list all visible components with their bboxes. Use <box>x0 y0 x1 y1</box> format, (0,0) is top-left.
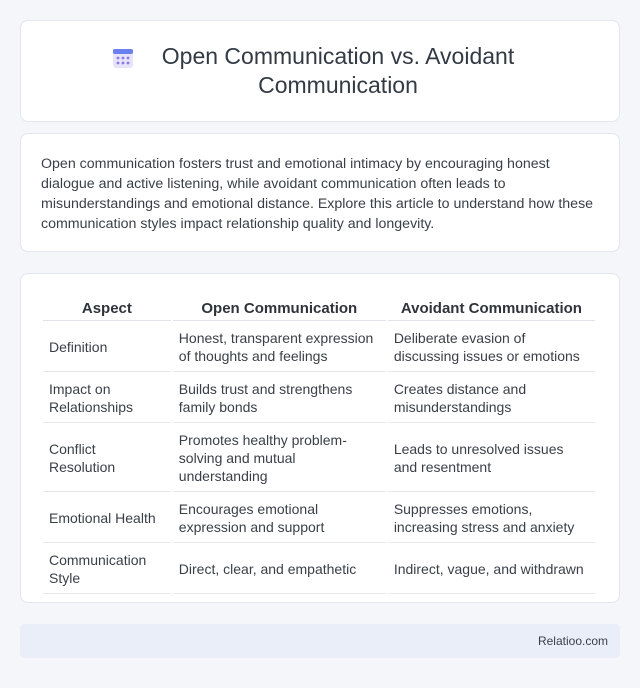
cell-aspect: Definition <box>43 323 171 372</box>
cell-open: Encourages emotional expression and support <box>173 494 386 543</box>
cell-aspect: Impact on Relationships <box>43 374 171 423</box>
cell-avoidant: Creates distance and misunderstandings <box>388 374 595 423</box>
cell-avoidant: Indirect, vague, and withdrawn <box>388 545 595 594</box>
table-row <box>43 494 595 543</box>
intro-card <box>20 133 620 252</box>
cell-avoidant: Leads to unresolved issues and resentment <box>388 425 595 492</box>
table-header-row <box>43 296 595 321</box>
header-open: Open Communication <box>173 296 386 321</box>
cell-aspect: Emotional Health <box>43 494 171 543</box>
title-wrap <box>112 42 528 100</box>
comparison-card <box>20 273 620 603</box>
footer-bar <box>20 624 620 658</box>
cell-open: Direct, clear, and empathetic <box>173 545 386 594</box>
cell-open: Promotes healthy problem-solving and mutual understanding <box>173 425 386 492</box>
cell-avoidant: Deliberate evasion of discussing issues or emotions <box>388 323 595 372</box>
header-aspect: Aspect <box>43 296 171 321</box>
cell-open: Builds trust and strengthens family bonds <box>173 374 386 423</box>
comparison-table <box>41 294 597 596</box>
footer-site-name[interactable]: Relatioo.com <box>537 634 608 648</box>
table-row <box>43 545 595 594</box>
calendar-icon <box>112 47 134 69</box>
intro-text: Open communication fosters trust and emotional intimacy by encouraging honest dialogue and active listening, while avoidant communication often leads to misunderstandings and emotional distance. Explore this article to understand how these communication styles impact relationship quality and longevity. <box>41 156 594 232</box>
cell-avoidant: Suppresses emotions, increasing stress and anxiety <box>388 494 595 543</box>
cell-aspect: Conflict Resolution <box>43 425 171 492</box>
page-title: Open Communication vs. Avoidant Communication <box>161 43 515 98</box>
cell-open: Honest, transparent expression of thoughts and feelings <box>173 323 386 372</box>
cell-aspect: Communication Style <box>43 545 171 594</box>
table-row <box>43 374 595 423</box>
header-avoidant: Avoidant Communication <box>388 296 595 321</box>
title-card <box>20 20 620 122</box>
table-row <box>43 425 595 492</box>
table-row <box>43 323 595 372</box>
